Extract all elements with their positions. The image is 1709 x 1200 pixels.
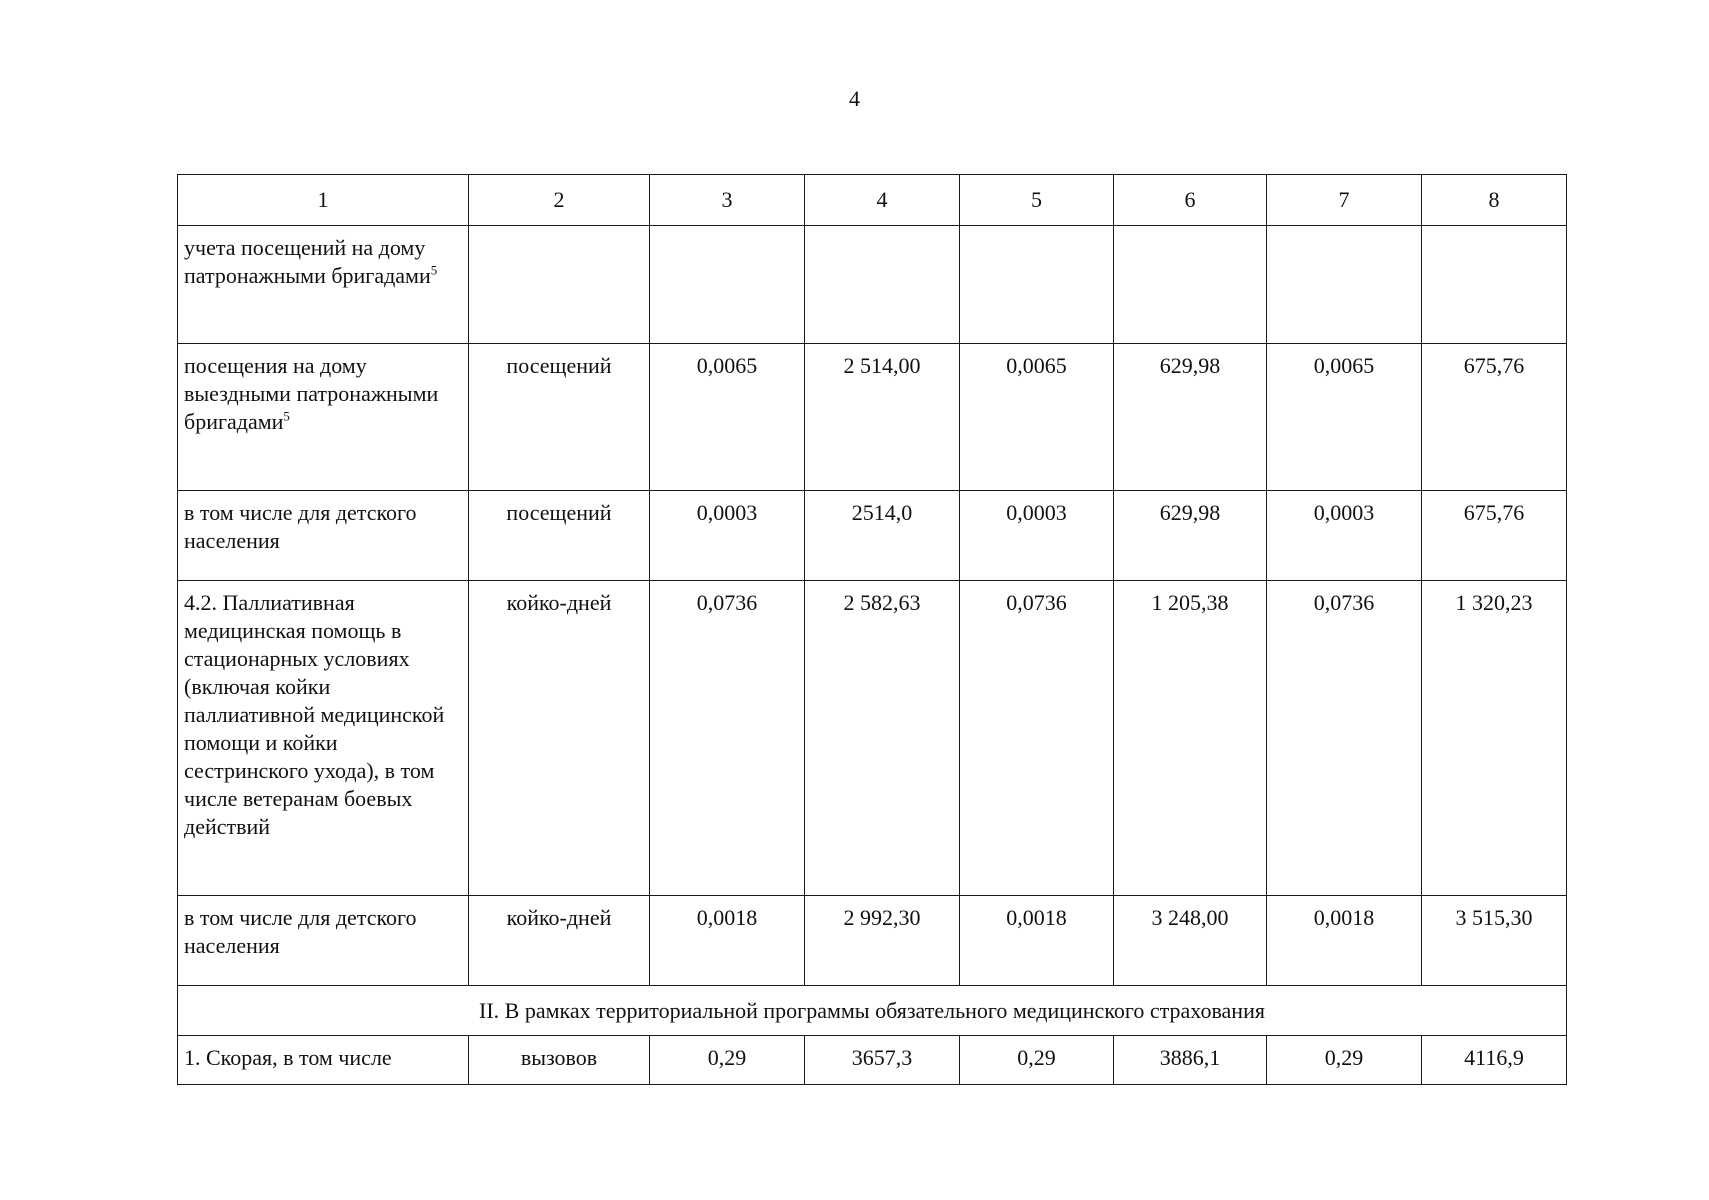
section-heading: II. В рамках территориальной программы обязательного медицинского страхования — [178, 986, 1567, 1036]
row-value: 2 992,30 — [805, 896, 960, 986]
row-value: 3 515,30 — [1422, 896, 1567, 986]
row-value: 0,0003 — [1267, 491, 1422, 581]
row-value: 4116,9 — [1422, 1036, 1567, 1085]
table-row — [178, 491, 1567, 581]
row-value: 0,0065 — [960, 344, 1114, 491]
column-number-row — [178, 175, 1567, 226]
row-unit: посещений — [469, 344, 650, 491]
page-number: 4 — [849, 86, 860, 111]
row-value: 3886,1 — [1114, 1036, 1267, 1085]
row-name: 1. Скорая, в том числе — [178, 1036, 469, 1085]
row-value: 0,0736 — [960, 581, 1114, 896]
row-value — [1114, 226, 1267, 344]
row-value: 675,76 — [1422, 491, 1567, 581]
column-number: 3 — [650, 175, 805, 226]
row-unit — [469, 226, 650, 344]
row-value: 0,0003 — [650, 491, 805, 581]
column-number: 4 — [805, 175, 960, 226]
row-value: 0,0736 — [1267, 581, 1422, 896]
row-value: 2514,0 — [805, 491, 960, 581]
row-value: 2 514,00 — [805, 344, 960, 491]
row-unit: посещений — [469, 491, 650, 581]
row-value: 0,0018 — [960, 896, 1114, 986]
row-name: в том числе для детского населения — [178, 896, 469, 986]
row-value: 1 205,38 — [1114, 581, 1267, 896]
data-table — [177, 174, 1567, 1085]
row-unit: вызовов — [469, 1036, 650, 1085]
table-row — [178, 226, 1567, 344]
row-value: 0,0018 — [1267, 896, 1422, 986]
row-name: в том числе для детского населения — [178, 491, 469, 581]
row-value: 0,0736 — [650, 581, 805, 896]
table-row — [178, 896, 1567, 986]
row-name: посещения на дому выездными патронажными бригадами$^5$ — [178, 344, 469, 491]
row-value: 0,29 — [960, 1036, 1114, 1085]
table-row — [178, 581, 1567, 896]
row-value — [1267, 226, 1422, 344]
row-name: учета посещений на дому патронажными бригадами$^5$ — [178, 226, 469, 344]
row-value: 0,29 — [650, 1036, 805, 1085]
row-value: 0,0065 — [650, 344, 805, 491]
footnote-mark: 5 — [283, 408, 290, 424]
row-value: 0,29 — [1267, 1036, 1422, 1085]
table-row — [178, 344, 1567, 491]
column-number: 7 — [1267, 175, 1422, 226]
section-heading-row — [178, 986, 1567, 1036]
row-value: 0,0065 — [1267, 344, 1422, 491]
footnote-mark: 5 — [430, 262, 438, 278]
row-value: 629,98 — [1114, 491, 1267, 581]
row-value — [960, 226, 1114, 344]
column-number: 6 — [1114, 175, 1267, 226]
row-value: 629,98 — [1114, 344, 1267, 491]
row-name: 4.2. Паллиативная медицинская помощь в стационарных условиях (включая койки паллиативной медицинской помощи и койки сестринского ухода), в том числе ветеранам боевых действий — [178, 581, 469, 896]
row-value: 3657,3 — [805, 1036, 960, 1085]
row-value: 3 248,00 — [1114, 896, 1267, 986]
row-unit: койко-дней — [469, 581, 650, 896]
column-number: 2 — [469, 175, 650, 226]
row-value: 0,0018 — [650, 896, 805, 986]
row-value: 0,0003 — [960, 491, 1114, 581]
row-value: 1 320,23 — [1422, 581, 1567, 896]
row-value: 2 582,63 — [805, 581, 960, 896]
row-unit: койко-дней — [469, 896, 650, 986]
column-number: 1 — [178, 175, 469, 226]
row-value: 675,76 — [1422, 344, 1567, 491]
row-value — [805, 226, 960, 344]
table-row — [178, 1036, 1567, 1085]
row-value — [650, 226, 805, 344]
column-number: 5 — [960, 175, 1114, 226]
row-value — [1422, 226, 1567, 344]
column-number: 8 — [1422, 175, 1567, 226]
